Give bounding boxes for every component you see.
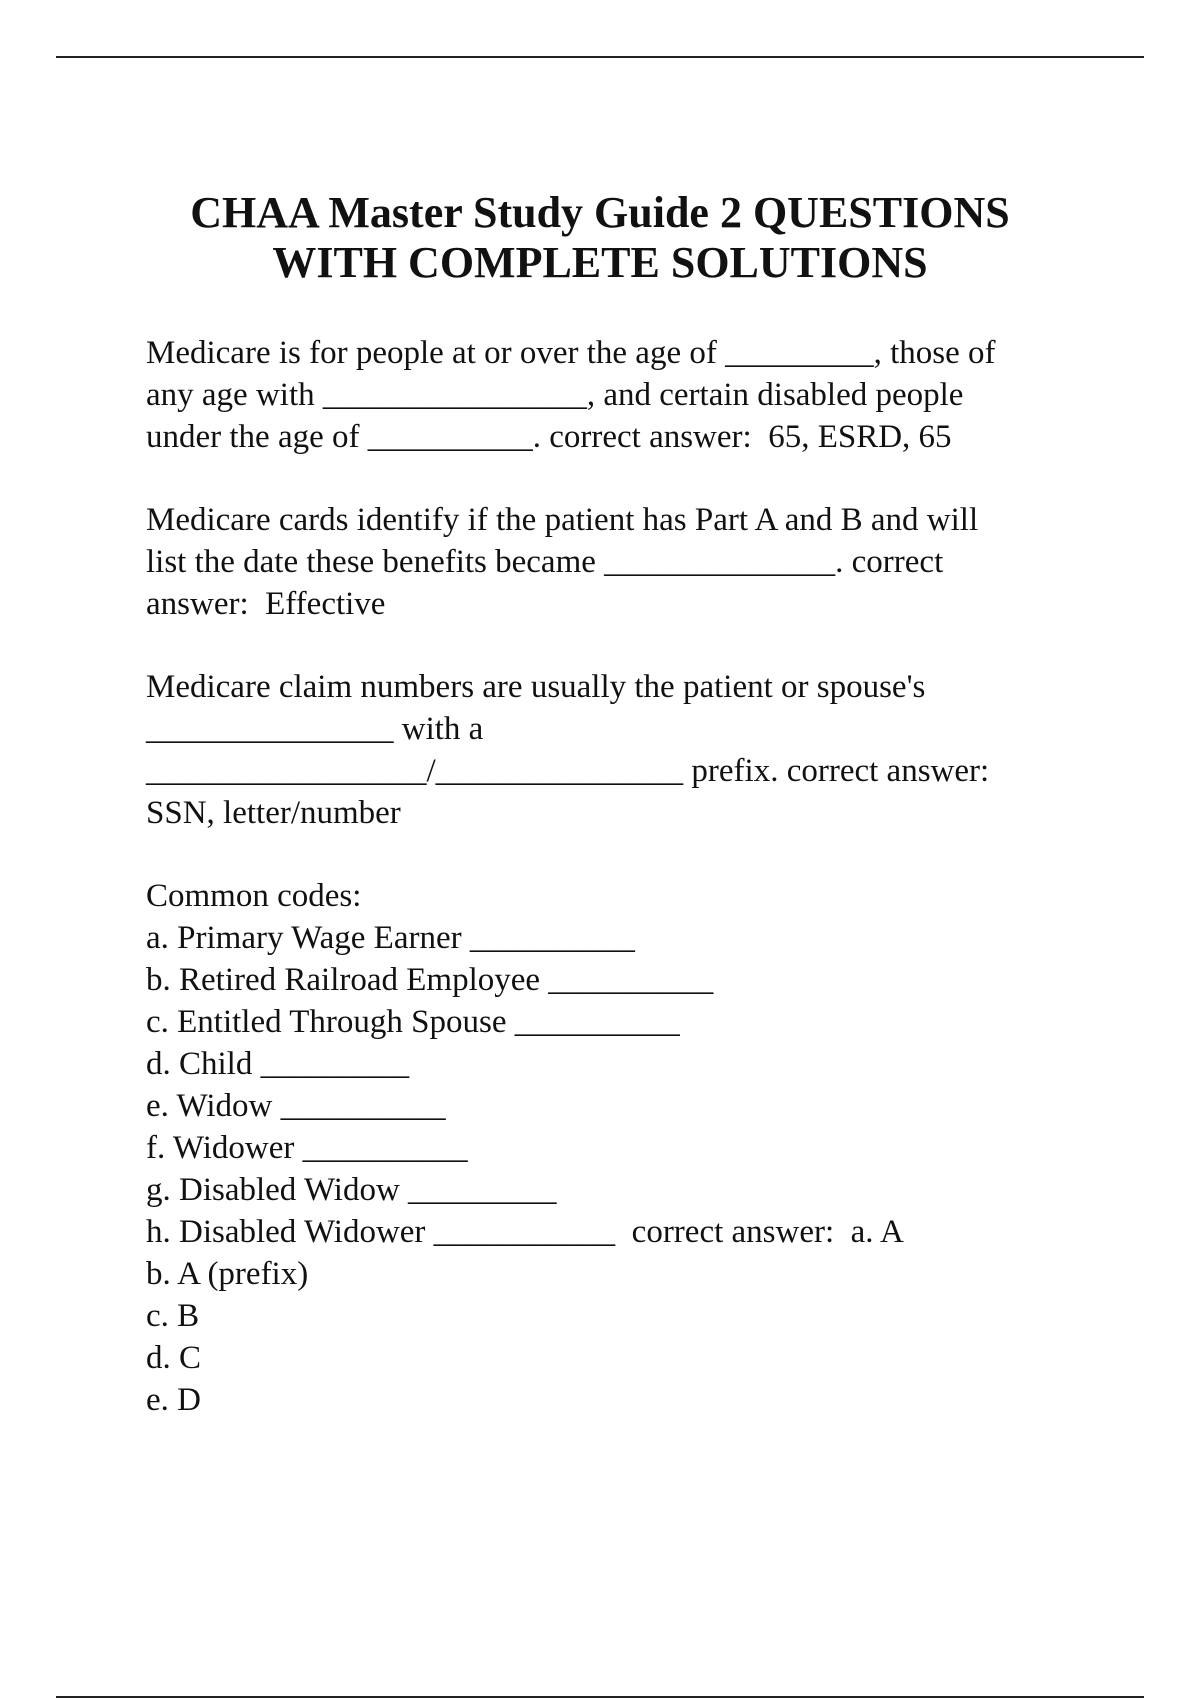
text-line: _________________/_______________ prefix. correct answer: bbox=[146, 753, 990, 789]
list-item: a. Primary Wage Earner __________ bbox=[146, 920, 635, 956]
bottom-rule bbox=[56, 1696, 1144, 1698]
list-item: e. Widow __________ bbox=[146, 1088, 446, 1124]
title-line: CHAA Master Study Guide 2 QUESTIONS bbox=[190, 188, 1010, 237]
question-claim-numbers bbox=[146, 666, 1106, 834]
title-line: WITH COMPLETE SOLUTIONS bbox=[272, 238, 928, 287]
question-medicare-cards bbox=[146, 499, 1106, 625]
list-item: d. C bbox=[146, 1340, 202, 1376]
text-line: list the date these benefits became ______________. correct bbox=[146, 544, 944, 580]
text-line: SSN, letter/number bbox=[146, 795, 401, 831]
list-item: h. Disabled Widower ___________ correct answer: a. A bbox=[146, 1214, 904, 1250]
top-rule bbox=[56, 56, 1144, 58]
list-item: f. Widower __________ bbox=[146, 1130, 468, 1166]
list-item: e. D bbox=[146, 1382, 201, 1418]
paragraph-gap bbox=[146, 625, 1106, 666]
list-item: d. Child _________ bbox=[146, 1046, 410, 1082]
text-line: under the age of __________. correct answer: 65, ESRD, 65 bbox=[146, 419, 952, 455]
text-line: any age with ________________, and certain disabled people bbox=[146, 377, 964, 413]
text-line: _______________ with a bbox=[146, 711, 484, 747]
text-line: Common codes: bbox=[146, 878, 362, 914]
list-item: c. Entitled Through Spouse __________ bbox=[146, 1004, 680, 1040]
list-item: b. A (prefix) bbox=[146, 1256, 309, 1292]
list-item: g. Disabled Widow _________ bbox=[146, 1172, 557, 1208]
list-item: b. Retired Railroad Employee __________ bbox=[146, 962, 714, 998]
paragraph-gap bbox=[146, 458, 1106, 499]
text-line: Medicare cards identify if the patient has Part A and B and will bbox=[146, 502, 979, 538]
question-common-codes bbox=[146, 875, 1106, 1421]
list-item: c. B bbox=[146, 1298, 200, 1334]
text-line: Medicare claim numbers are usually the patient or spouse's bbox=[146, 669, 926, 705]
document-title bbox=[60, 188, 1140, 288]
question-medicare-age bbox=[146, 332, 1106, 458]
paragraph-gap bbox=[146, 834, 1106, 875]
text-line: answer: Effective bbox=[146, 586, 386, 622]
text-line: Medicare is for people at or over the age of _________, those of bbox=[146, 335, 996, 371]
document-body bbox=[146, 332, 1106, 1421]
